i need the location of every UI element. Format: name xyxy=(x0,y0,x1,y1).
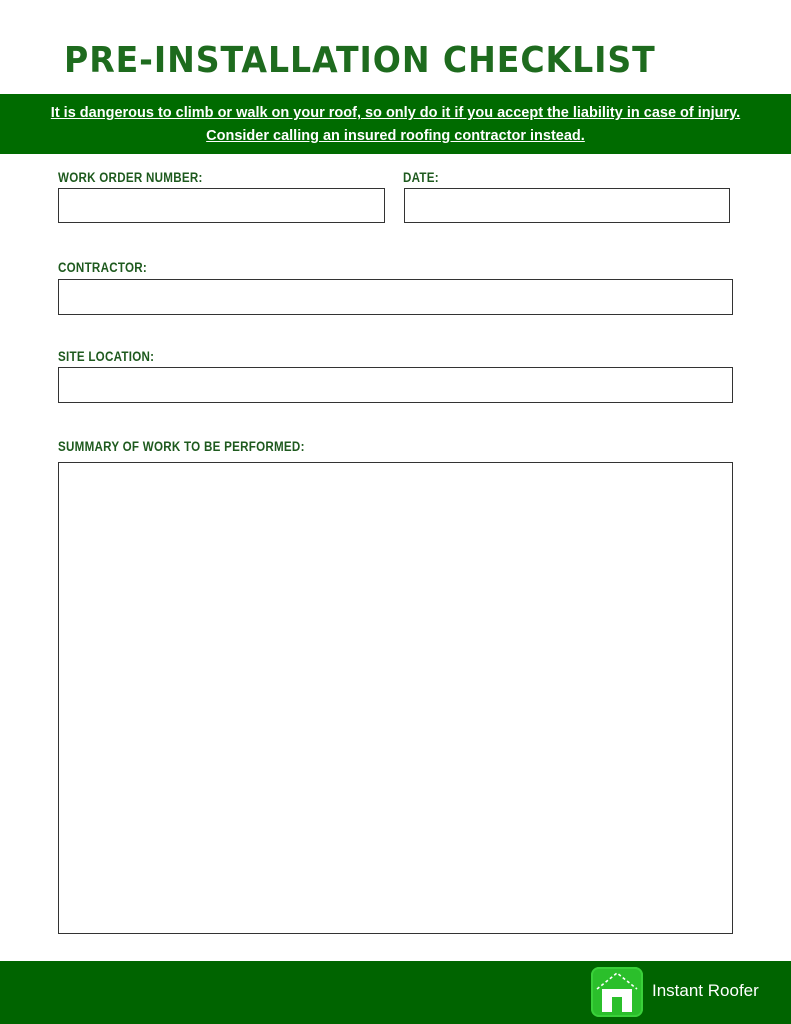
work-order-number-label: WORK ORDER NUMBER: xyxy=(58,170,203,185)
warning-text-line-2: Consider calling an insured roofing contractor instead. xyxy=(206,128,585,144)
contractor-label: CONTRACTOR: xyxy=(58,260,148,275)
site-location-field[interactable] xyxy=(58,367,733,403)
summary-of-work-field[interactable] xyxy=(58,462,733,934)
summary-of-work-label: SUMMARY OF WORK TO BE PERFORMED: xyxy=(58,439,305,454)
warning-banner xyxy=(0,94,791,154)
page-title: PRE-INSTALLATION CHECKLIST xyxy=(64,40,656,81)
date-field[interactable] xyxy=(404,188,730,223)
contractor-field[interactable] xyxy=(58,279,733,315)
brand-name: Instant Roofer xyxy=(652,981,759,1000)
house-roof-icon xyxy=(591,967,643,1017)
date-label: DATE: xyxy=(403,170,439,185)
work-order-number-field[interactable] xyxy=(58,188,385,223)
warning-text-line-1: It is dangerous to climb or walk on your roof, so only do it if you accept the liability in case of injury. xyxy=(50,105,741,121)
site-location-label: SITE LOCATION: xyxy=(58,349,155,364)
